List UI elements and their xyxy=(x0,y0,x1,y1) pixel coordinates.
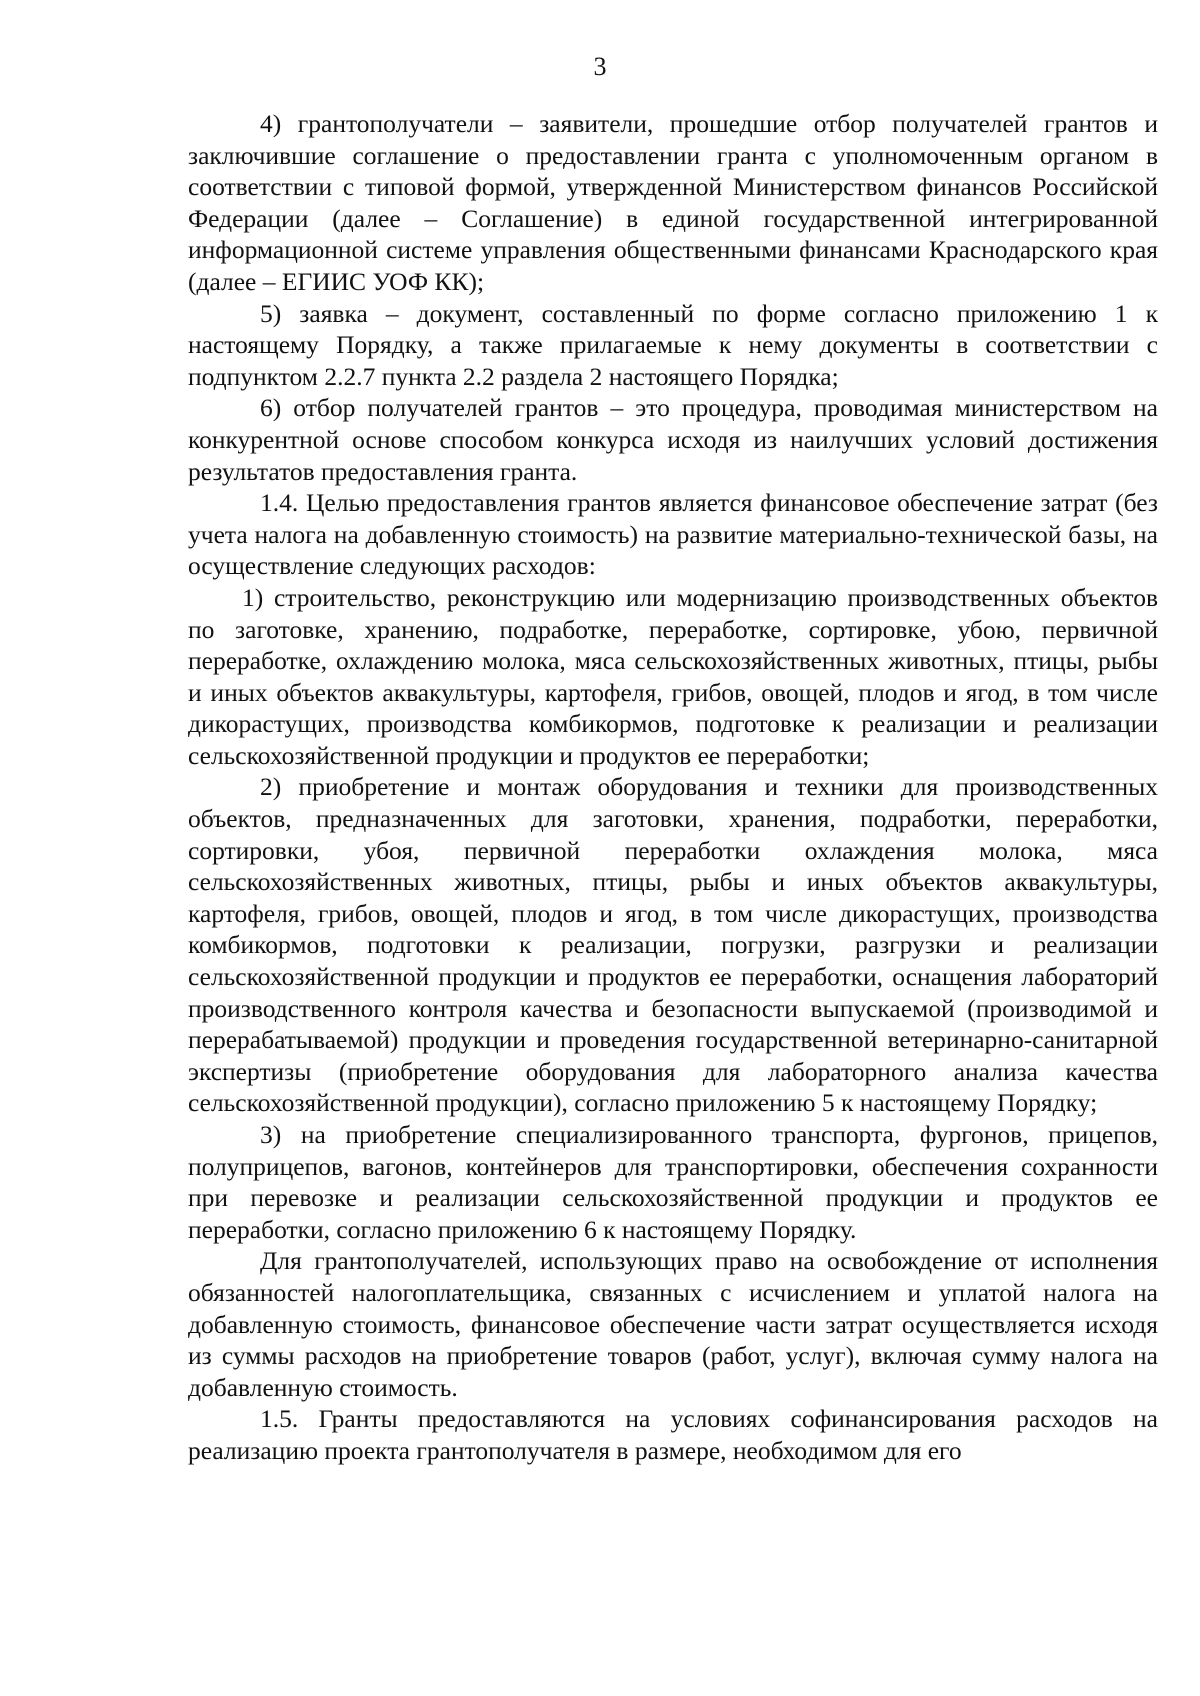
paragraph-item-equipment: 2) приобретение и монтаж оборудования и техники для производственных объектов, предназначенных для заготовки, хранения, подработки, переработки, сортировки, убоя, первичной переработки охлаждения молока, мяса сельскохозяйственных животных, птицы, рыбы и иных объектов аквакультуры, картофеля, грибов, овощей, плодов и ягод, в том числе дикорастущих, производства комбикормов, подготовки к реализации, погрузки, разгрузки и реализации сельскохозяйственной продукции и продуктов ее переработки, оснащения лабораторий производственного контроля качества и безопасности выпускаемой (производимой и перерабатываемой) продукции и проведения государственной ветеринарно-санитарной экспертизы (приобретение оборудования для лабораторного анализа качества сельскохозяйственной продукции), согласно приложению 5 к настоящему Порядку; xyxy=(188,772,1158,1118)
paragraph-section-1-5: 1.5. Гранты предоставляются на условиях софинансирования расходов на реализацию проекта грантополучателя в размере, необходимом для его xyxy=(188,1404,1158,1465)
paragraph-definition-application: 5) заявка – документ, составленный по форме согласно приложению 1 к настоящему Порядку, а также прилагаемые к нему документы в соответствии с подпунктом 2.2.7 пункта 2.2 раздела 2 настоящего Порядка; xyxy=(188,298,1158,391)
paragraph-vat-exemption: Для грантополучателей, использующих право на освобождение от исполнения обязанностей налогоплательщика, связанных с исчислением и уплатой налога на добавленную стоимость, финансовое обеспечение части затрат осуществляется исходя из суммы расходов на приобретение товаров (работ, услуг), включая сумму налога на добавленную стоимость. xyxy=(188,1246,1158,1402)
document-body xyxy=(188,108,1158,1467)
paragraph-section-1-4: 1.4. Целью предоставления грантов является финансовое обеспечение затрат (без учета налога на добавленную стоимость) на развитие материально-технической базы, на осуществление следующих расходов: xyxy=(188,488,1158,581)
paragraph-definition-grant-recipients: 4) грантополучатели – заявители, прошедшие отбор получателей грантов и заключившие соглашение о предоставлении гранта с уполномоченным органом в соответствии с типовой формой, утвержденной Министерством финансов Российской Федерации (далее – Соглашение) в единой государственной интегрированной информационной системе управления общественными финансами Краснодарского края (далее – ЕГИИС УОФ КК); xyxy=(188,109,1158,296)
paragraph-item-transport: 3) на приобретение специализированного транспорта, фургонов, прицепов, полуприцепов, вагонов, контейнеров для транспортировки, обеспечения сохранности при перевозке и реализации сельскохозяйственной продукции и продуктов ее переработки, согласно приложению 6 к настоящему Порядку. xyxy=(188,1120,1158,1244)
paragraph-definition-selection: 6) отбор получателей грантов – это процедура, проводимая министерством на конкурентной основе способом конкурса исходя из наилучших условий достижения результатов предоставления гранта. xyxy=(188,393,1158,486)
paragraph-item-construction: 1) строительство, реконструкцию или модернизацию производственных объектов по заготовке, хранению, подработке, переработке, сортировке, убою, первичной переработке, охлаждению молока, мяса сельскохозяйственных животных, птицы, рыбы и иных объектов аквакультуры, картофеля, грибов, овощей, плодов и ягод, в том числе дикорастущих, производства комбикормов, подготовке к реализации и реализации сельскохозяйственной продукции и продуктов ее переработки; xyxy=(188,582,1158,770)
page-number: 3 xyxy=(593,52,607,81)
